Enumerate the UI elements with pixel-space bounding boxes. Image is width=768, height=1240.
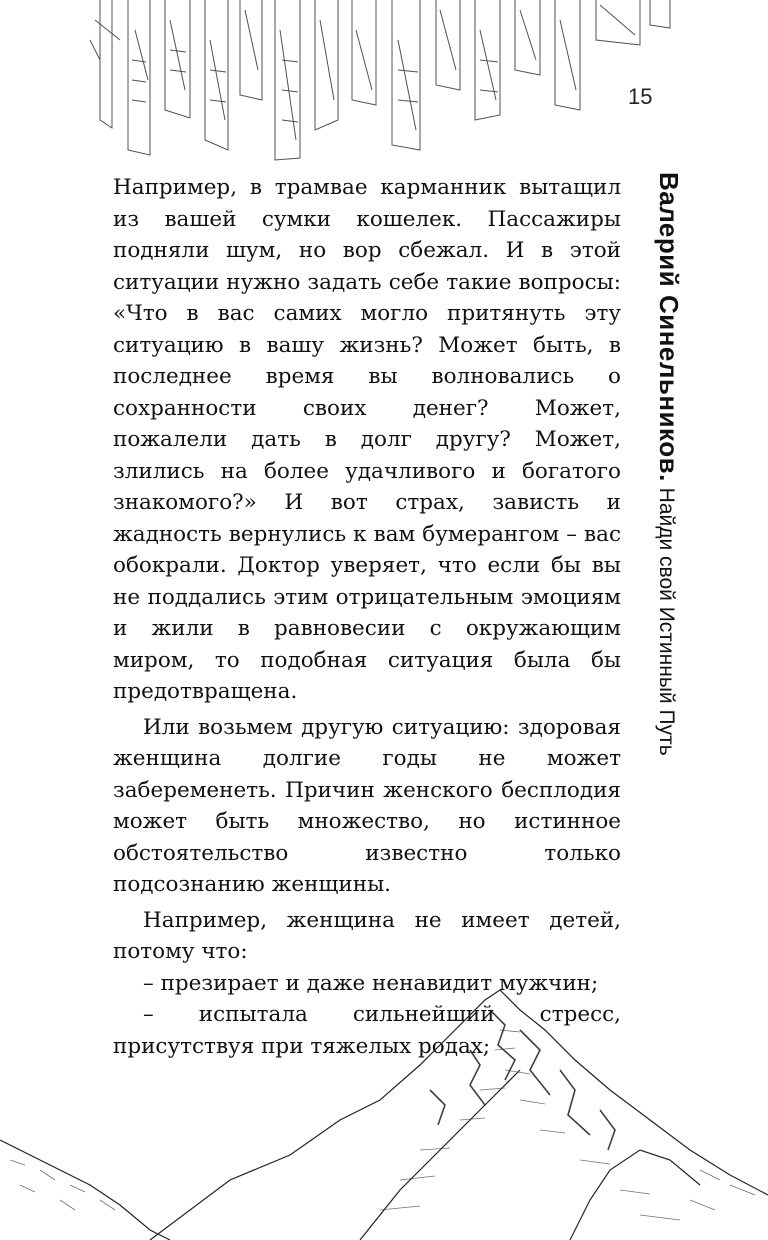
city-skyline-sketch — [0, 0, 768, 170]
page-number: 15 — [628, 84, 653, 109]
list-item: – презирает и даже ненавидит мужчин; — [143, 970, 599, 996]
paragraph: Например, в трамвае карманник вытащил из вашей сумки кошелек. Пассажиры подняли шум, но вор сбежал. И в этой ситуации нужно задать себе такие вопросы: «Что в вас самих могло притянуть эту ситуацию в вашу жизнь? Может быть, в последнее время вы волновались о сохранности своих денег? Может, пожалели дать в долг другу? Может, злились на более удачливого и богатого знакомого?» И вот страх, зависть и жадность вернулись к вам бумерангом – вас обокрали. Доктор уверяет, что если бы вы не поддались этим отрицательным эмоциям и жили в равновесии с окружающим миром, то подобная ситуация была бы предотвращена. — [113, 175, 621, 704]
paragraph: Например, женщина не имеет детей, потому что: — [113, 907, 621, 964]
mountain-sketch — [0, 970, 768, 1240]
list-item: – испытала сильнейший стресс, присутствуя при тяжелых родах; — [113, 1002, 621, 1059]
body-text — [113, 172, 621, 1062]
paragraph: Или возьмем другую ситуацию: здоровая женщина долгие годы не может забеременеть. Причин женского бесплодия может быть множество, но истинное обстоятельство известно только подсознанию женщины. — [113, 714, 621, 897]
spine-header — [648, 172, 690, 756]
spine-title: Найди свой Истинный Путь — [655, 481, 678, 756]
spine-author: Валерий Синельников. — [654, 172, 684, 482]
